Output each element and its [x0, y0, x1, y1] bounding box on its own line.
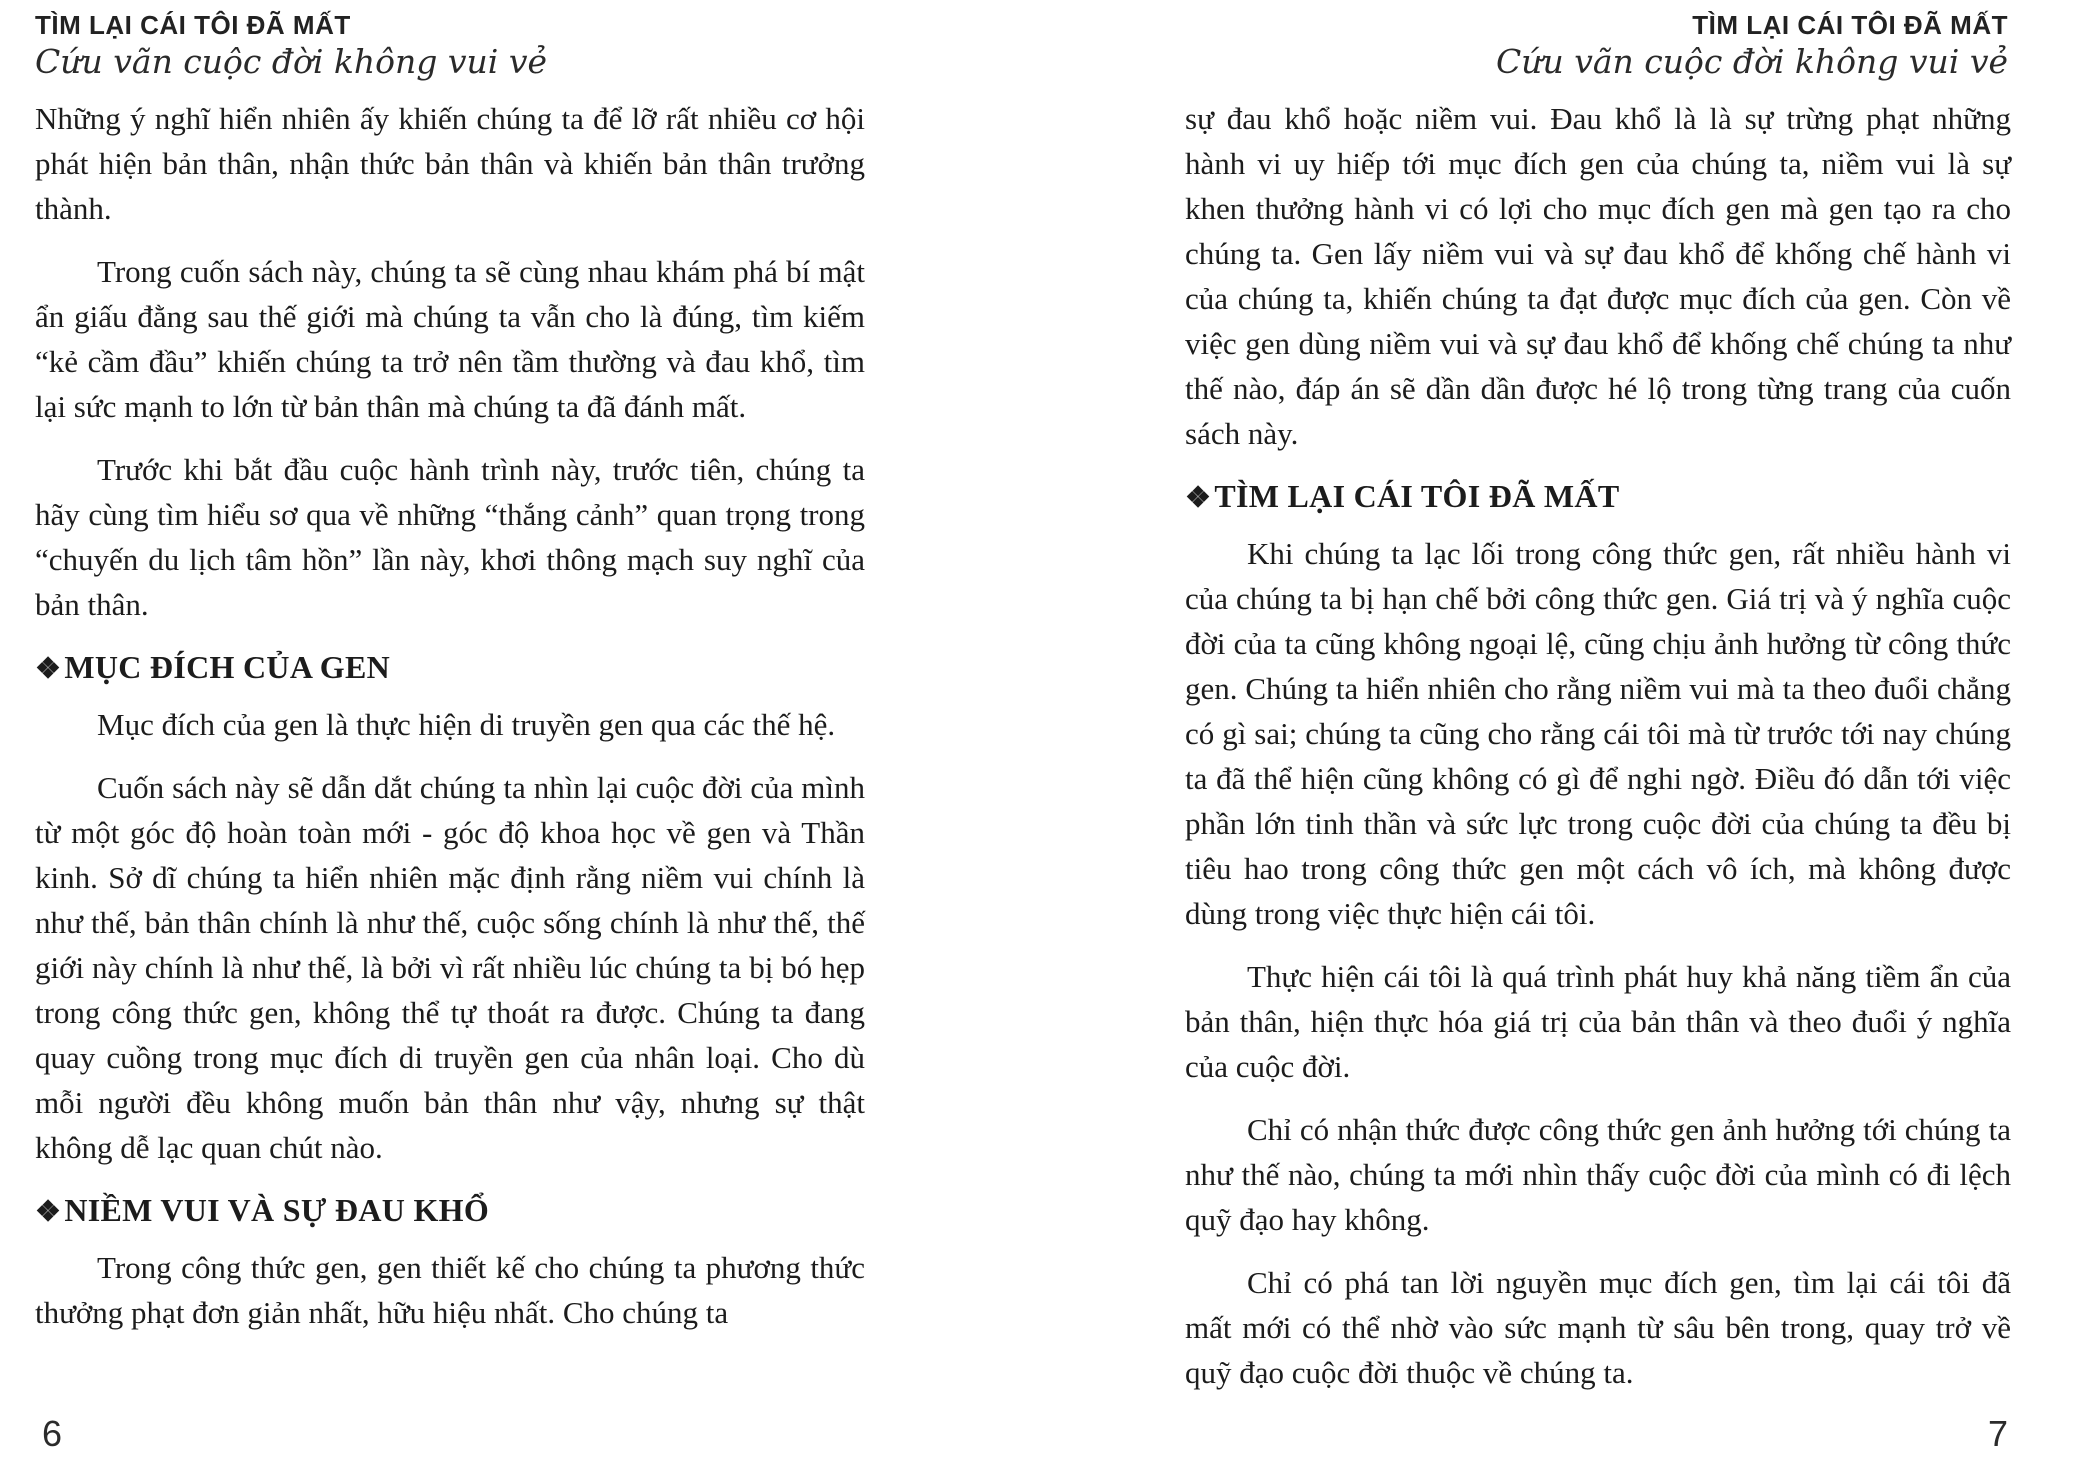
section-marker-icon: ❖ — [1185, 482, 1212, 514]
paragraph: Chỉ có nhận thức được công thức gen ảnh hưởng tới chúng ta như thế nào, chúng ta mới nhìn thấy cuộc đời của mình có đi lệch quỹ đạo hay không. — [1185, 1112, 2011, 1237]
page-number-left: 6 — [42, 1413, 63, 1454]
running-header-right — [1496, 10, 2008, 81]
paragraph: Thực hiện cái tôi là quá trình phát huy khả năng tiềm ẩn của bản thân, hiện thực hóa giá trị của bản thân và theo đuổi ý nghĩa của cuộc đời. — [1185, 959, 2011, 1084]
section-marker-icon: ❖ — [35, 653, 62, 685]
paragraph: Mục đích của gen là thực hiện di truyền gen qua các thế hệ. — [97, 707, 836, 742]
running-header-left — [35, 10, 547, 81]
running-title: TÌM LẠI CÁI TÔI ĐÃ MẤT — [1692, 10, 2008, 40]
section-heading-muc-dich-cua-gen — [35, 645, 865, 692]
paragraph: Trong công thức gen, gen thiết kế cho chúng ta phương thức thưởng phạt đơn giản nhất, hữu hiệu nhất. Cho chúng ta — [35, 1250, 865, 1330]
page-right — [1037, 0, 2074, 1467]
section-heading-label: MỤC ĐÍCH CỦA GEN — [64, 649, 391, 685]
section-heading-label: TÌM LẠI CÁI TÔI ĐÃ MẤT — [1214, 478, 1620, 514]
section-heading-tim-lai-cai-toi-da-mat — [1185, 474, 2011, 521]
paragraph: Những ý nghĩ hiển nhiên ấy khiến chúng ta để lỡ rất nhiều cơ hội phát hiện bản thân, nhận thức bản thân và khiến bản thân trưởng thành. — [35, 101, 865, 226]
paragraph: Cuốn sách này sẽ dẫn dắt chúng ta nhìn lại cuộc đời của mình từ một góc độ hoàn toàn mới - góc độ khoa học về gen và Thần kinh. Sở dĩ chúng ta hiển nhiên mặc định rằng niềm vui chính là như thế, bản thân chính là như thế, cuộc sống chính là như thế, thế giới này chính là như thế, là bởi vì rất nhiều lúc chúng ta bị bó hẹp trong công thức gen, không thể tự thoát ra được. Chúng ta đang quay cuồng trong mục đích di truyền gen của nhân loại. Cho dù mỗi người đều không muốn bản thân như vậy, nhưng sự thật không dễ lạc quan chút nào. — [35, 770, 865, 1165]
paragraph: sự đau khổ hoặc niềm vui. Đau khổ là là sự trừng phạt những hành vi uy hiếp tới mục đích gen của chúng ta, niềm vui là sự khen thưởng hành vi có lợi cho mục đích gen mà gen tạo ra cho chúng ta. Gen lấy niềm vui và sự đau khổ để khống chế hành vi của chúng ta, khiến chúng ta đạt được mục đích của gen. Còn về việc gen dùng niềm vui và sự đau khổ để khống chế chúng ta như thế nào, đáp án sẽ dần dần được hé lộ trong từng trang của cuốn sách này. — [1185, 101, 2011, 451]
paragraph: Trong cuốn sách này, chúng ta sẽ cùng nhau khám phá bí mật ẩn giấu đằng sau thế giới mà chúng ta vẫn cho là đúng, tìm kiếm “kẻ cầm đầu” khiến chúng ta trở nên tầm thường và đau khổ, tìm lại sức mạnh to lớn từ bản thân mà chúng ta đã đánh mất. — [35, 254, 865, 424]
paragraph: Chỉ có phá tan lời nguyền mục đích gen, tìm lại cái tôi đã mất mới có thể nhờ vào sức mạnh từ sâu bên trong, quay trở về quỹ đạo cuộc đời thuộc về chúng ta. — [1185, 1265, 2011, 1390]
section-heading-niem-vui-va-su-dau-kho — [35, 1188, 865, 1235]
section-marker-icon: ❖ — [35, 1196, 62, 1228]
page-number-right: 7 — [1987, 1413, 2008, 1454]
text-column-right — [1185, 96, 2011, 1413]
running-title: TÌM LẠI CÁI TÔI ĐÃ MẤT — [35, 10, 351, 40]
paragraph: Trước khi bắt đầu cuộc hành trình này, trước tiên, chúng ta hãy cùng tìm hiểu sơ qua về những “thắng cảnh” quan trọng trong “chuyến du lịch tâm hồn” lần này, khơi thông mạch suy nghĩ của bản thân. — [35, 452, 865, 622]
section-heading-label: NIỀM VUI VÀ SỰ ĐAU KHỔ — [64, 1192, 490, 1228]
paragraph: Khi chúng ta lạc lối trong công thức gen, rất nhiều hành vi của chúng ta bị hạn chế bởi công thức gen. Giá trị và ý nghĩa cuộc đời của ta cũng không ngoại lệ, cũng chịu ảnh hưởng từ công thức gen. Chúng ta hiển nhiên cho rằng niềm vui mà ta theo đuổi chẳng có gì sai; chúng ta cũng cho rằng cái tôi mà từ trước tới nay chúng ta đã thể hiện cũng không có gì để nghi ngờ. Điều đó dẫn tới việc phần lớn tinh thần và sức lực trong cuộc đời của chúng ta đều bị tiêu hao trong công thức gen một cách vô ích, mà không được dùng trong việc thực hiện cái tôi. — [1185, 536, 2011, 931]
running-subtitle: Cứu vãn cuộc đời không vui vẻ — [1495, 42, 2008, 81]
running-subtitle: Cứu vãn cuộc đời không vui vẻ — [35, 42, 548, 81]
text-column-left — [35, 96, 865, 1353]
